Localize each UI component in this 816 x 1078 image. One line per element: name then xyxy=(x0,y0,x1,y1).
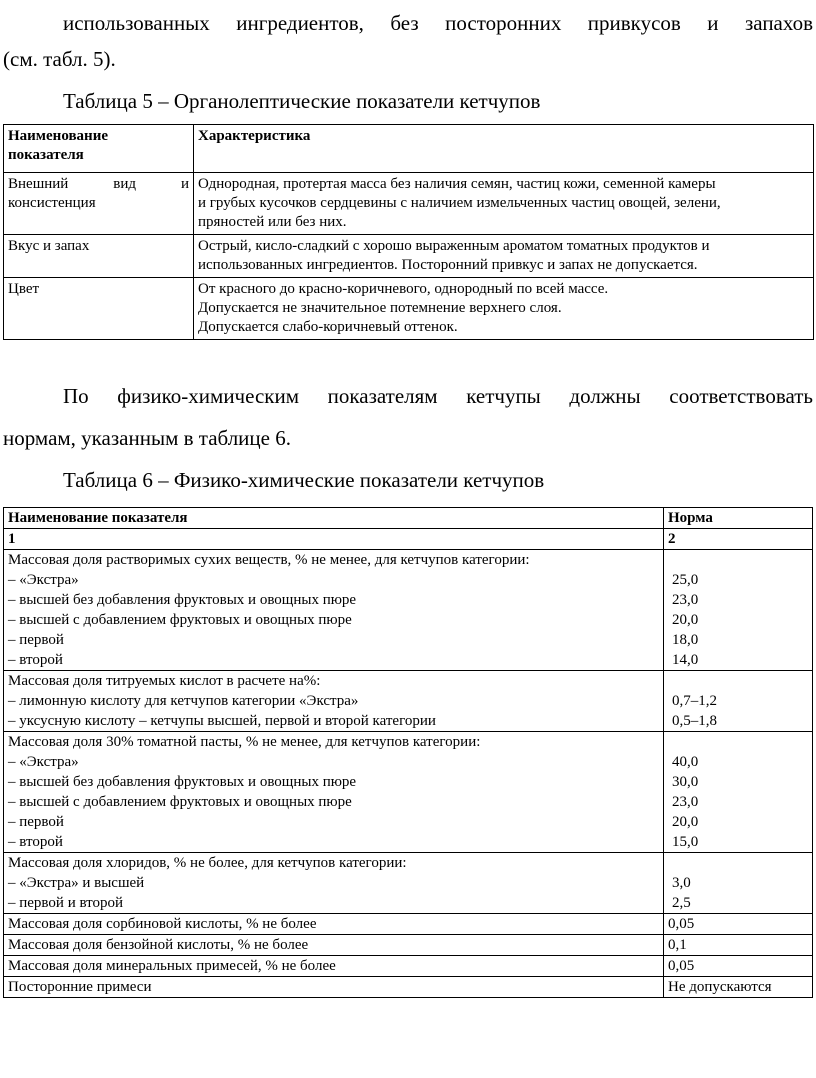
table-row xyxy=(4,935,813,956)
table5-header-characteristic: Характеристика xyxy=(194,125,814,173)
table5-caption: Таблица 5 – Органолептические показатели кетчупов xyxy=(63,89,541,113)
paragraph-line-1: По физико-химическим показателям кетчупы должны соответствовать xyxy=(63,384,813,408)
table5-cell-name: Внешний вид и консистенция xyxy=(4,173,194,235)
table5-cell-name: Вкус и запах xyxy=(4,235,194,278)
table-row xyxy=(4,278,814,340)
table6-cell-norm: 3,0 2,5 xyxy=(664,853,813,914)
table-row xyxy=(4,173,814,235)
table6-number-1: 1 xyxy=(4,529,664,550)
table5 xyxy=(3,124,814,340)
table6-cell-norm: 0,7–1,2 0,5–1,8 xyxy=(664,671,813,732)
table-row xyxy=(4,235,814,278)
table6-number-2: 2 xyxy=(664,529,813,550)
table-row xyxy=(4,977,813,998)
table-row xyxy=(4,853,813,914)
table5-cell-name: Цвет xyxy=(4,278,194,340)
table6-cell-norm: 0,05 xyxy=(664,914,813,935)
table6-cell-norm: 0,1 xyxy=(664,935,813,956)
table6-cell-norm: 25,0 23,0 20,0 18,0 14,0 xyxy=(664,550,813,671)
table-row xyxy=(4,671,813,732)
table-row xyxy=(4,914,813,935)
table6-cell-name: Массовая доля 30% томатной пасты, % не менее, для кетчупов категории: – «Экстра» – высшей без добавления фруктовых и овощных пюре – высшей с добавлением фруктовых и овощных пюре – первой – второй xyxy=(4,732,664,853)
table5-cell-text: Острый, кисло-сладкий с хорошо выраженным ароматом томатных продуктов и использованных ингредиентов. Посторонний привкус и запах не допускается. xyxy=(194,235,814,278)
table6-cell-name: Массовая доля растворимых сухих веществ, % не менее, для кетчупов категории: – «Экстра» – высшей без добавления фруктовых и овощных пюре – высшей с добавлением фруктовых и овощных пюре – первой – второй xyxy=(4,550,664,671)
intro-line-1: использованных ингредиентов, без посторонних привкусов и запахов xyxy=(63,11,813,35)
table6-header-row xyxy=(4,508,813,529)
table5-cell-text: От красного до красно-коричневого, однородный по всей массе. Допускается не значительное потемнение верхнего слоя. Допускается слабо-коричневый оттенок. xyxy=(194,278,814,340)
table6-cell-name: Массовая доля бензойной кислоты, % не более xyxy=(4,935,664,956)
table6-cell-name: Массовая доля титруемых кислот в расчете на%: – лимонную кислоту для кетчупов категории «Экстра» – уксусную кислоту – кетчупы высшей, первой и второй категории xyxy=(4,671,664,732)
table6-header-name: Наименование показателя xyxy=(4,508,664,529)
intro-line-2: (см. табл. 5). xyxy=(3,47,116,71)
table6-cell-norm: Не допускаются xyxy=(664,977,813,998)
table6-cell-norm: 40,0 30,0 23,0 20,0 15,0 xyxy=(664,732,813,853)
table5-header-name: Наименование показателя xyxy=(4,125,194,173)
table6-cell-norm: 0,05 xyxy=(664,956,813,977)
table6 xyxy=(3,507,813,998)
table6-number-row xyxy=(4,529,813,550)
table6-cell-name: Массовая доля хлоридов, % не более, для кетчупов категории: – «Экстра» и высшей – первой и второй xyxy=(4,853,664,914)
table6-cell-name: Массовая доля минеральных примесей, % не более xyxy=(4,956,664,977)
table5-cell-text: Однородная, протертая масса без наличия семян, частиц кожи, семенной камеры и грубых кусочков сердцевины с наличием измельченных частиц овощей, зелени, пряностей или без них. xyxy=(194,173,814,235)
table-row xyxy=(4,732,813,853)
table6-header-norm: Норма xyxy=(664,508,813,529)
table-row xyxy=(4,550,813,671)
table5-header-row xyxy=(4,125,814,173)
table6-cell-name: Посторонние примеси xyxy=(4,977,664,998)
table-row xyxy=(4,956,813,977)
paragraph-line-2: нормам, указанным в таблице 6. xyxy=(3,426,291,450)
table6-cell-name: Массовая доля сорбиновой кислоты, % не более xyxy=(4,914,664,935)
table6-caption: Таблица 6 – Физико-химические показатели кетчупов xyxy=(63,468,545,492)
